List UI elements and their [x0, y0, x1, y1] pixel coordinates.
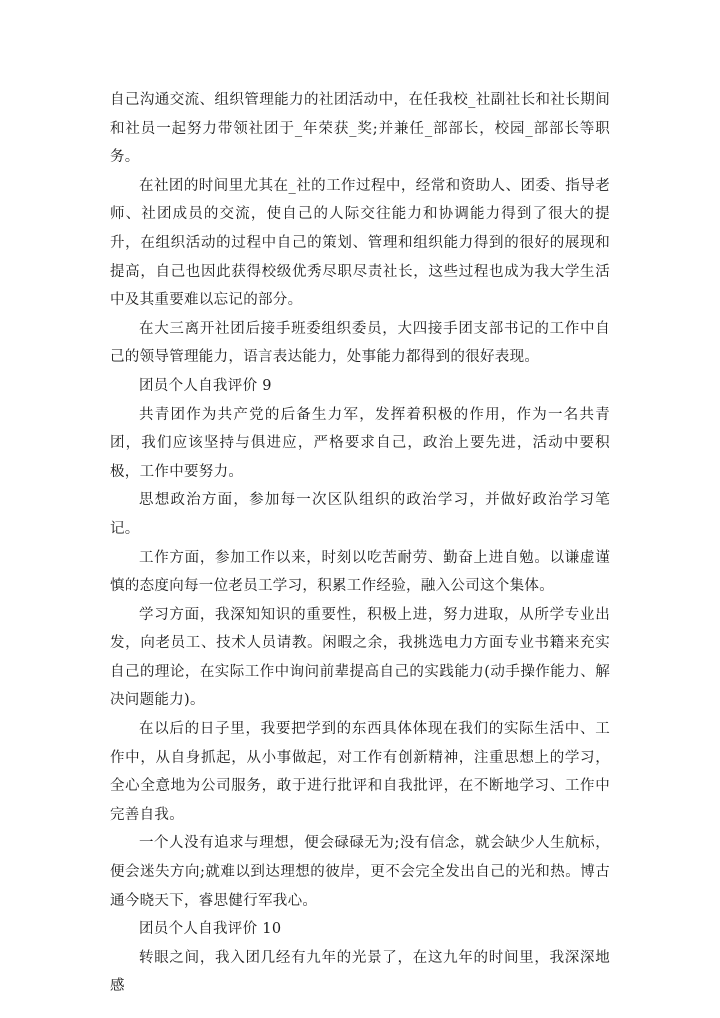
- paragraph-2: 在社团的时间里尤其在_社的工作过程中，经常和资助人、团委、指导老师、社团成员的交流，使自己的人际交往能力和协调能力得到了很大的提升，在组织活动的过程中自己的策划、管理和组织能力得到的很好的展现和提高，自己也因此获得校级优秀尽职尽责社长，这些过程也成为我大学生活中及其重要难以忘记的部分。: [110, 177, 610, 309]
- paragraph-3: 在大三离开社团后接手班委组织委员，大四接手团支部书记的工作中自己的领导管理能力，语言表达能力，处事能力都得到的很好表现。: [110, 320, 610, 366]
- section-heading-9: 团员个人自我评价 9: [139, 377, 272, 394]
- section-heading-10: 团员个人自我评价 10: [139, 921, 282, 938]
- paragraph-10: 转眼之间，我入团几经有九年的光景了，在这九年的时间里，我深深地感: [110, 949, 610, 995]
- paragraph-7: 学习方面，我深知知识的重要性，积极上进，努力进取，从所学专业出发，向老员工、技术人员请教。闲暇之余，我挑选电力方面专业书籍来充实自己的理论，在实际工作中询问前辈提高自己的实践能力(动手操作能力、解决问题能力)。: [110, 606, 610, 709]
- paragraph-5: 思想政治方面，参加每一次区队组织的政治学习，并做好政治学习笔记。: [110, 492, 610, 537]
- paragraph-8: 在以后的日子里，我要把学到的东西具体体现在我们的实际生活中、工作中，从自身抓起，从小事做起，对工作有创新精神，注重思想上的学习，全心全意地为公司服务，敢于进行批评和自我批评，在不断地学习、工作中完善自我。: [110, 721, 610, 823]
- paragraph-9: 一个人没有追求与理想，便会碌碌无为;没有信念，就会缺少人生航标，便会迷失方向;就难以到达理想的彼岸，更不会完全发出自己的光和热。博古通今晓天下，睿思健行军我心。: [110, 835, 610, 909]
- paragraph-1: 自己沟通交流、组织管理能力的社团活动中，在任我校_社副社长和社长期间和社员一起努力带领社团于_年荣获_奖;并兼任_部部长，校园_部部长等职务。: [110, 92, 610, 166]
- paragraph-4: 共青团作为共产党的后备生力军，发挥着积极的作用，作为一名共青团，我们应该坚持与俱进应，严格要求自己，政治上要先进，活动中要积极，工作中要努力。: [110, 406, 610, 480]
- paragraph-6: 工作方面，参加工作以来，时刻以吃苦耐劳、勤奋上进自勉。以谦虚谨慎的态度向每一位老员工学习，积累工作经验，融入公司这个集体。: [110, 549, 610, 595]
- document-body: [110, 86, 610, 1001]
